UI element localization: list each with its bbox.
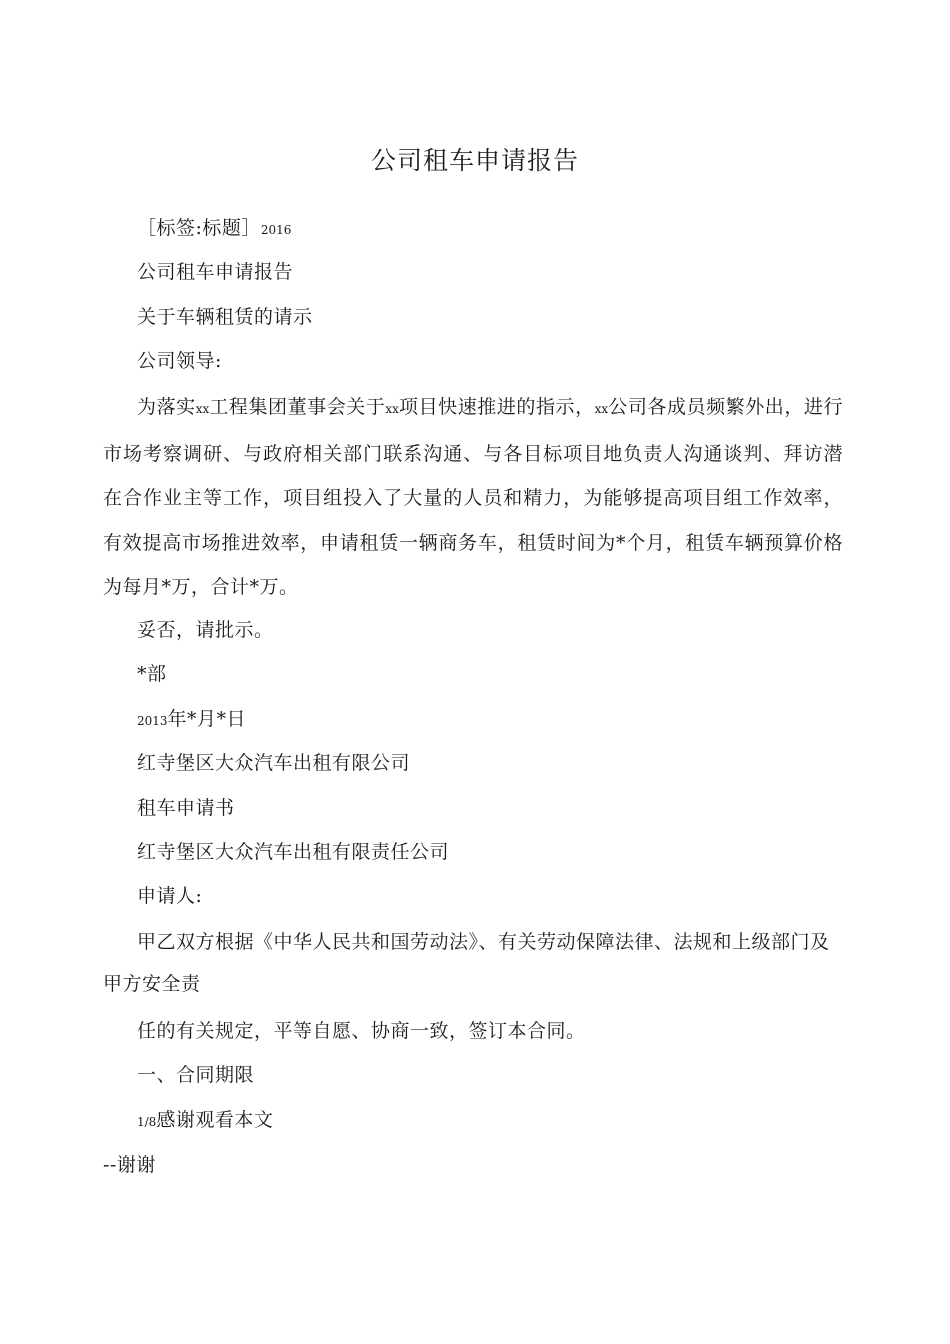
page-footer-line: [137, 1105, 273, 1137]
heading-repeat: 公司租车申请报告: [137, 261, 294, 283]
placeholder-xx-3: xx: [594, 402, 609, 416]
subject-line: 关于车辆租赁的请示: [137, 306, 313, 328]
body-text-3: 项目快速推进的指示，: [398, 396, 595, 418]
company-name-2: 红寺堡区大众汽车出租有限责任公司: [137, 841, 450, 863]
date-line: [137, 704, 246, 736]
thanks-text: 感谢观看本文: [156, 1109, 274, 1131]
page-marker: 1/8: [137, 1115, 157, 1129]
section-heading-1: 一、合同期限: [137, 1064, 255, 1086]
date-year: 2013: [137, 714, 168, 728]
company-name-1: 红寺堡区大众汽车出租有限公司: [137, 752, 411, 774]
date-rest: 年*月*日: [167, 708, 247, 730]
body-text-1: 为落实: [137, 396, 196, 418]
body-paragraph: [103, 385, 843, 610]
salutation: 公司领导:: [137, 350, 222, 372]
tag-line: [137, 213, 291, 245]
placeholder-xx-1: xx: [195, 402, 210, 416]
contract-paragraph: 甲乙双方根据《中华人民共和国劳动法》、有关劳动保障法律、法规和上级部门及甲方安全责: [103, 931, 830, 995]
tag-label: ［标签:标题］: [137, 217, 261, 239]
body-text-2: 工程集团董事会关于: [209, 396, 386, 418]
document-title: 公司租车申请报告: [370, 146, 579, 175]
request-line: 妥否，请批示。: [137, 619, 274, 641]
placeholder-xx-2: xx: [385, 402, 399, 416]
department-line: *部: [137, 663, 167, 685]
contract-continued: 任的有关规定，平等自愿、协商一致，签订本合同。: [137, 1020, 586, 1042]
closing-line: --谢谢: [103, 1154, 156, 1176]
applicant-line: 申请人:: [137, 885, 203, 907]
tag-year: 2016: [260, 223, 292, 237]
body-text-4: 公司各成员频繁外出，进行市场考察调研、与政府相关部门联系沟通、与各目标项目地负责人沟通谈判、拜访潜在合作业主等工作，项目组投入了大量的人员和精力，为能够提高项目组工作效率，有效提高市场推进效率，申请租赁一辆商务车，租赁时间为*个月，租赁车辆预算价格为每月*万，合计*万。: [103, 396, 843, 598]
form-title: 租车申请书: [137, 797, 235, 819]
